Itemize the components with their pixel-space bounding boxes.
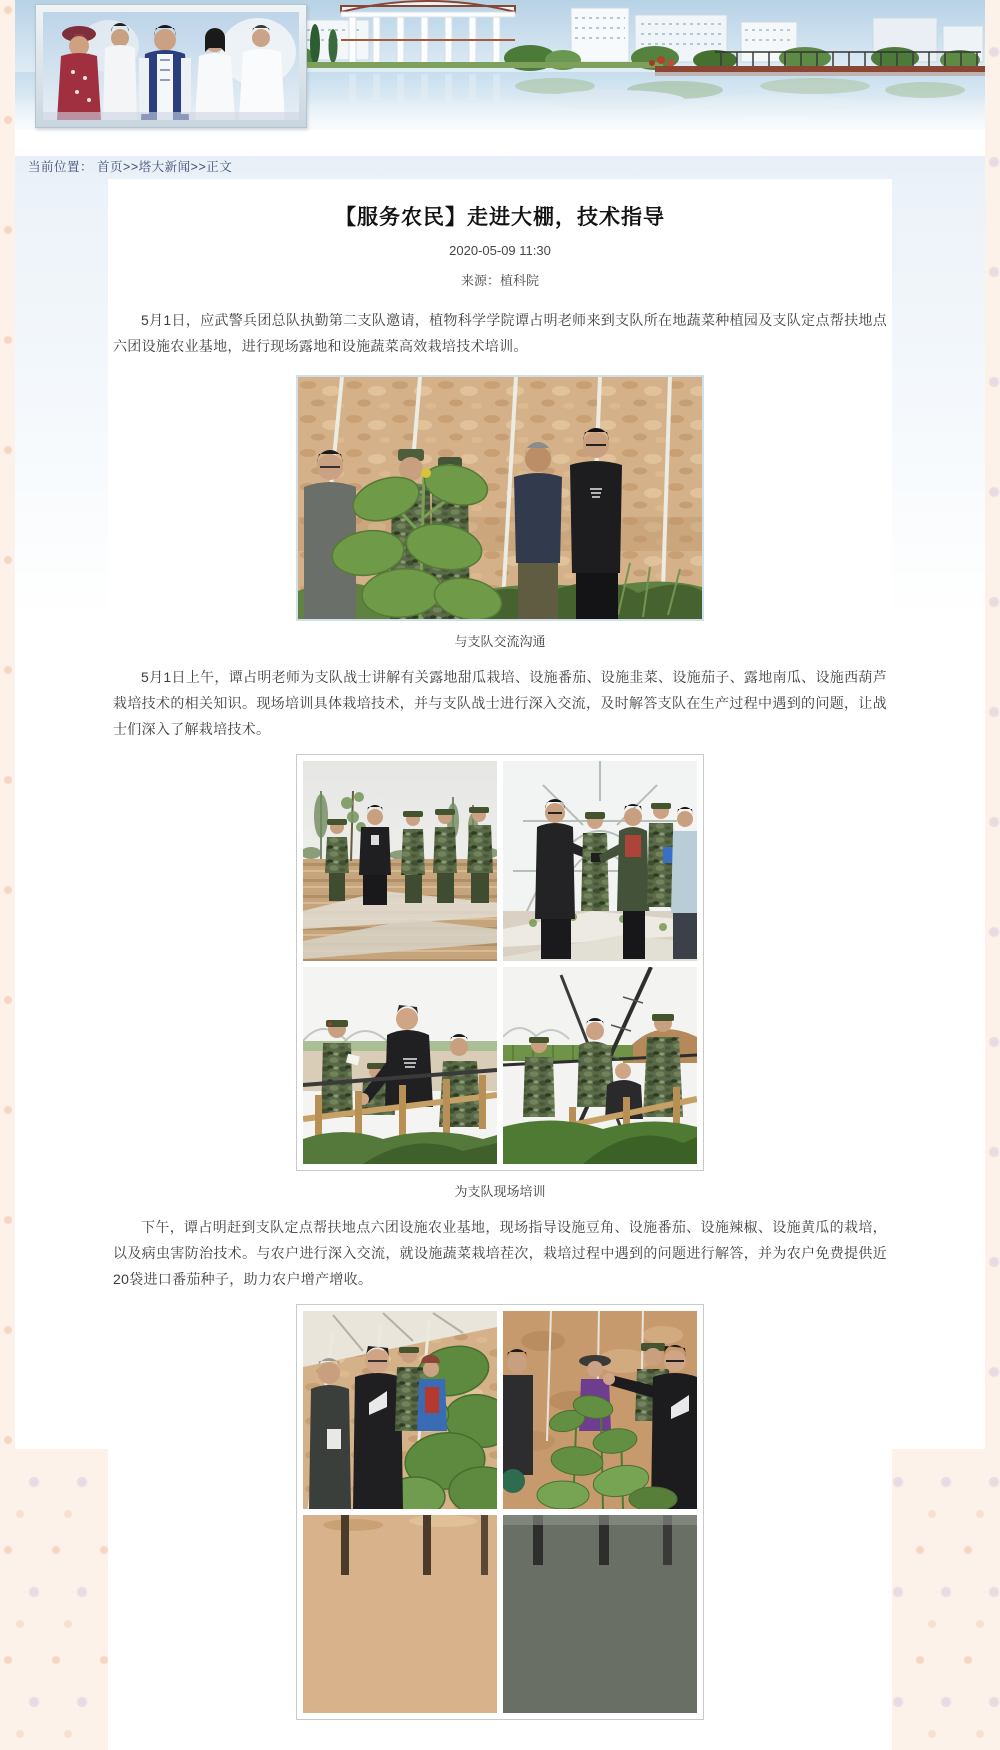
article-photo-collage-training [296,754,704,1171]
article-title: 【服务农民】走进大棚，技术指导 [335,206,665,229]
collage-photo-row2-right [503,1515,697,1713]
article-body [108,179,892,1750]
breadcrumb-separator: >> [123,160,139,174]
site-banner [15,0,985,156]
breadcrumb-link-current[interactable]: 正文 [206,160,233,174]
banner-people-photo [43,12,299,120]
banner-people-photo-frame [35,4,307,128]
collage-photo-frame-inspection [503,967,697,1164]
article-date: 2020-05-09 11:30 [449,243,551,258]
collage-photo-row2-left [303,1515,497,1713]
breadcrumb-link-news[interactable]: 塔大新闻 [138,160,191,174]
collage-photo-field-lineup [303,761,497,961]
article-photo-collage-farmers [296,1304,704,1720]
paragraph-3: 下午，谭占明赶到支队定点帮扶地点六团设施农业基地，现场指导设施豆角、设施番茄、设施辣椒、设施黄瓜的栽培，以及病虫害防治技术。与农户进行深入交流，就设施蔬菜栽培茬次，栽培过程中遇到的问题进行解答，并为农户免费提供近20袋进口番茄种子，助力农户增产增收。 [113,1219,887,1287]
paragraph-2: 5月1日上午，谭占明老师为支队战士讲解有关露地甜瓜栽培、设施番茄、设施韭菜、设施茄子、露地南瓜、设施西葫芦栽培技术的相关知识。现场培训具体栽培技术，并与支队战士进行深入交流，及时解答支队在生产过程中遇到的问题，让战士们深入了解栽培技术。 [113,669,887,737]
article-source: 来源：植科院 [460,273,539,288]
photo-caption-2: 为支队现场培训 [454,1184,546,1199]
breadcrumb [15,156,985,179]
breadcrumb-link-home[interactable]: 首页 [97,160,124,174]
content-area [15,0,985,1449]
collage-photo-fence-demonstration [303,967,497,1164]
photo-caption-1: 与支队交流沟通 [454,634,546,649]
collage-photo-greenhouse-farmers [303,1311,497,1509]
breadcrumb-separator: >> [190,160,207,174]
collage-photo-tomato-guidance [503,1311,697,1509]
paragraph-1: 5月1日，应武警兵团总队执勤第二支队邀请，植物科学学院谭占明老师来到支队所在地蔬菜种植园及支队定点帮扶地点六团设施农业基地，进行现场露地和设施蔬菜高效栽培技术培训。 [113,312,887,354]
article-photo-field-exchange [296,375,704,621]
breadcrumb-label: 当前位置： [28,160,94,174]
collage-photo-greenhouse-meeting [503,761,697,961]
